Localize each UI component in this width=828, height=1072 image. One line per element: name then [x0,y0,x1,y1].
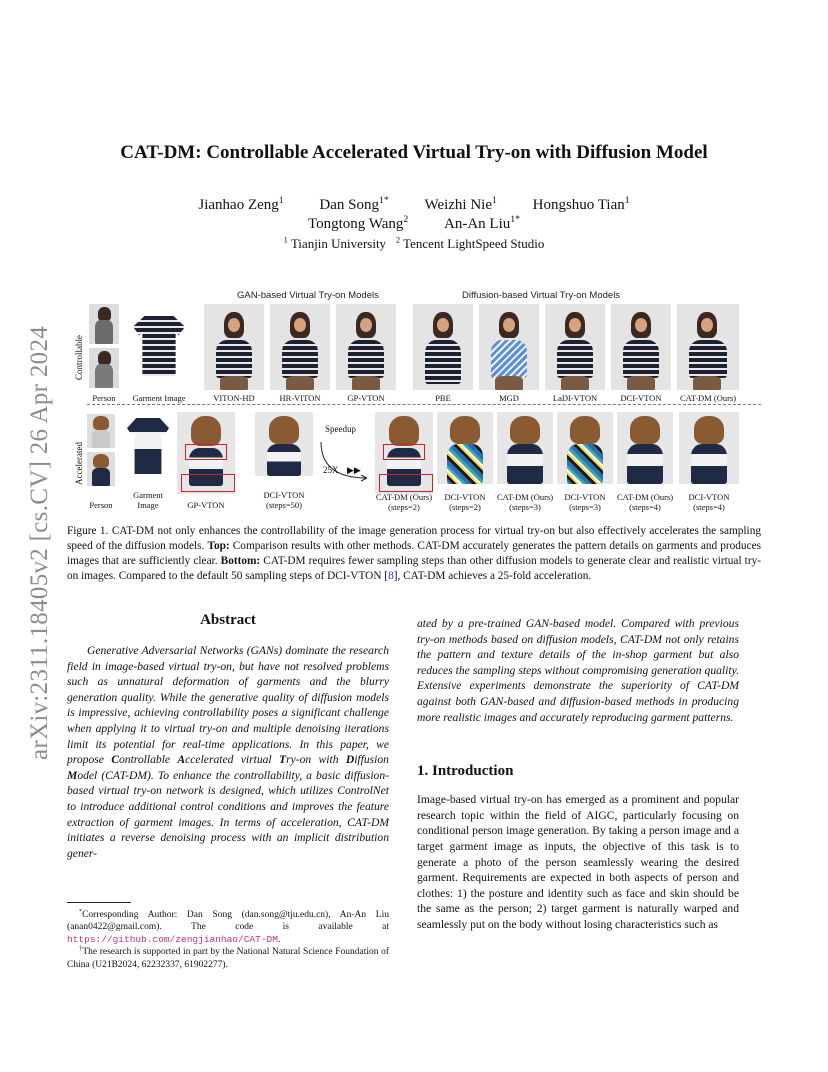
result-image [437,412,493,484]
right-column [417,612,739,933]
result-image [336,304,396,390]
bottom-label: DCI-VTON (steps=4) [688,492,730,512]
row-label-controllable: Controllable [74,335,84,380]
bottom-label: CAT-DM (Ours) (steps=4) [616,492,674,512]
left-column [67,612,389,861]
speedup-label: Speedup [325,424,356,434]
result-image [679,412,739,484]
arxiv-identifier: arXiv:2311.18405v2 [cs.CV] 26 Apr 2024 [26,325,53,760]
speedup-arrow-icon [317,438,375,482]
speed-factor: 25X [323,465,339,475]
diffusion-group-title: Diffusion-based Virtual Try-on Models [462,290,621,301]
top-label: Person [92,393,116,403]
top-label: DCI-VTON [620,393,662,403]
affiliations: $^1$ Tianjin University $^2$ Tencent LightSpeed Studio [283,234,545,251]
person-image [89,348,119,388]
footnote-rule [67,902,131,903]
result-image [255,412,313,476]
footnote-2: †The research is supported in part by the National Natural Science Foundation of China (U21B2024, 62232337, 61902277). [67,946,389,970]
bottom-label: DCI-VTON (steps=3) [564,492,606,512]
top-label: VITON-HD [213,393,255,403]
author: Weizhi Nie$^1$ [424,195,497,213]
author-list [0,196,828,234]
gan-group-title: GAN-based Virtual Try-on Models [237,290,379,301]
figure-caption: Figure 1. CAT-DM not only enhances the controllability of the image generation process for virtual try-on but also effectively accelerates the sampling speed of the diffusion models. Top: Comparison results with other methods. CAT-DM accurately generates the pattern details on garments and produces images that are sufficiently clear. Bottom: CAT-DM requires fewer sampling steps than other diffusion models to generate clear and realistic virtual try-on images. Compared to the default 50 sampling steps of DCI-VTON [8], CAT-DM achieves a 25-fold acceleration. [67,525,762,582]
top-label: PBE [435,393,451,403]
top-label: Garment Image [132,393,186,403]
row-label-accelerated: Accelerated [74,442,84,485]
figure-1 [67,290,761,512]
figure-divider [87,404,761,405]
top-label: MGD [499,393,519,403]
result-image [479,304,539,390]
code-link[interactable]: https://github.com/zengjianhao/CAT-DM [67,933,278,945]
result-image [557,412,613,484]
fast-forward-icon: ▶▶ [347,465,361,475]
result-image [617,412,673,484]
abstract-text: Generative Adversarial Networks (GANs) dominate the research field in image-based virtual try-on, but have not resolved problems such as unnatural deformation of garments and the blurry generation quality. While the generative quality of diffusion models is impressive, achieving controllability poses a significant challenge when applying it to virtual try-on and multiple denoising iterations limit its potential for real-time applications. In this paper, we propose Controllable Accelerated virtual Try-on with Diffusion Model (CAT-DM). To enhance the controllability, a basic diffusion-based virtual try-on network is designed, which utilizes ControlNet to introduce additional control conditions and improves the feature extraction of garment images. In terms of acceleration, CAT-DM initiates a reverse denoising process with an implicit distribution gener- [67,644,389,860]
bottom-label: Person [89,500,113,510]
intro-text: Image-based virtual try-on has emerged as a prominent and popular research topic within the field of AIGC, particularly focusing on conditional person image generation. By taking a person image and a target garment image as inputs, the objective of this task is to generate a photo of the person seamlessly wearing the desired garment. Requirements are expected in both aspects of person and clothes: 1) the posture and identity such as face and skin should be the same as the person; 2) target garment is naturally warped and seamlessly put on the body without losing characteristics such as [417,793,739,931]
result-image [270,304,330,390]
person-image [87,414,115,448]
top-label: CAT-DM (Ours) [679,393,737,403]
top-label: GP-VTON [347,393,385,403]
garment-image [123,304,195,390]
author: Dan Song$^{1*}$ [319,195,389,213]
author: Hongshuo Tian$^1$ [532,195,630,213]
abstract-heading: Abstract [200,612,256,628]
garment-image [123,414,173,478]
result-image [204,304,264,390]
intro-heading: 1. Introduction [417,763,514,780]
citation-link[interactable]: 8 [388,570,394,582]
person-image [89,304,119,344]
result-image [413,304,473,390]
author: An-An Liu$^{1*}$ [444,214,520,232]
abstract-continued: ated by a pre-trained GAN-based model. Compared with previous try-on methods based on diffusion models, CAT-DM not only retains the pattern and texture details of the in-shop garment but also reduces the sampling steps without compromising generation quality. Extensive experiments demonstrate the superiority of CAT-DM against both GAN-based and diffusion-based methods in producing more realistic images and accurately reproducing garment patterns. [417,617,739,724]
bottom-label: CAT-DM (Ours) (steps=3) [496,492,554,512]
bottom-label: Garment Image [133,490,163,510]
author: Tongtong Wang$^2$ [307,214,409,232]
bottom-label: GP-VTON [187,500,225,510]
person-image [87,452,115,486]
result-image [375,412,433,494]
bottom-label: CAT-DM (Ours) (steps=2) [375,492,433,512]
result-image [611,304,671,390]
bottom-label: DCI-VTON (steps=2) [444,492,486,512]
result-image [177,412,235,494]
bottom-label: DCI-VTON (steps=50) [263,490,305,510]
top-label: LaDI-VTON [552,393,598,403]
footnotes [67,902,389,971]
result-image [545,304,605,390]
author: Jianhao Zeng$^1$ [198,195,284,213]
result-image [497,412,553,484]
paper-title: CAT-DM: Controllable Accelerated Virtual Try-on with Diffusion Model [120,142,708,163]
top-label: HR-VITON [279,393,321,403]
footnote-1: *Corresponding Author: Dan Song (dan.song@tju.edu.cn), An-An Liu (anan0422@gmail.com). The code is available at https://github.com/zengjianhao/CAT-DM. [67,908,389,945]
result-image [677,304,739,390]
